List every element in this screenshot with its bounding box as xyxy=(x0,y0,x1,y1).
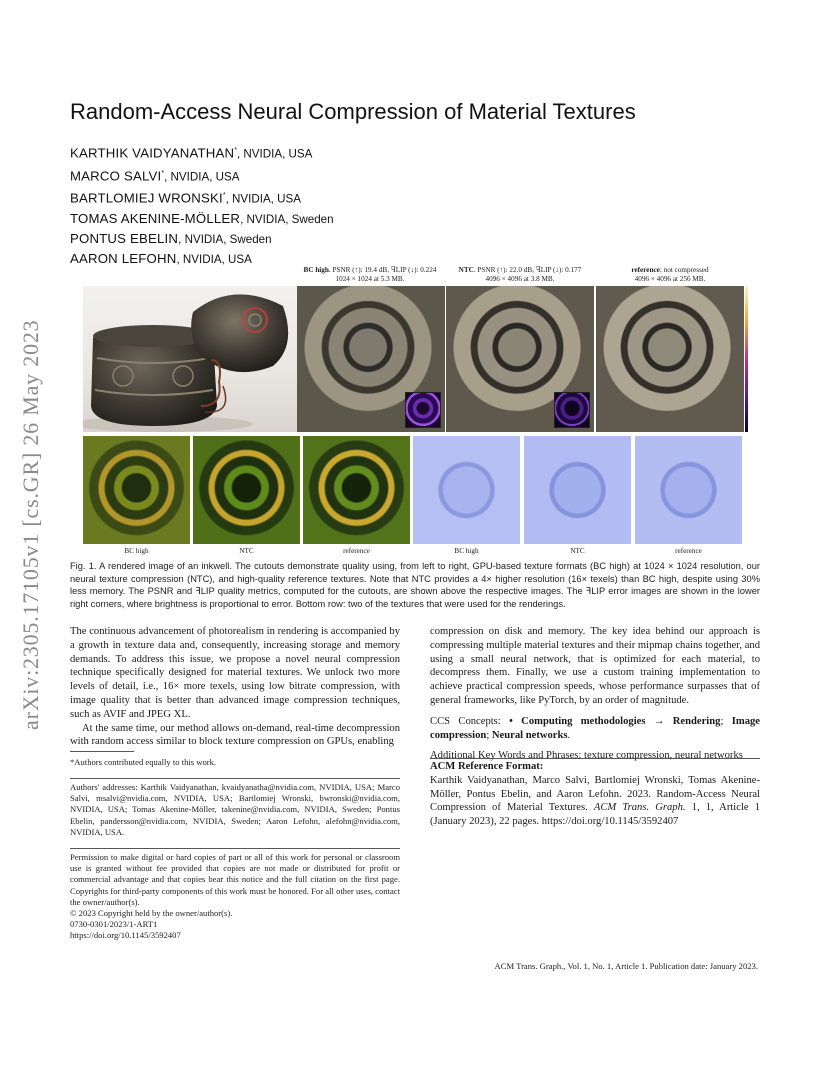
cutout-caption-size: 4096 × 4096 at 256 MB. xyxy=(634,275,706,283)
author-name: BARTLOMIEJ WRONSKI xyxy=(70,190,223,206)
flip-error-inset xyxy=(554,392,590,428)
cutout-ntc xyxy=(446,286,594,432)
permission-text: Permission to make digital or hard copies of part or all of this work for personal or classroom use is granted without fee provided that copies are not made or distributed for profit or commercial advantage and that copies bear this notice and the full citation on the first page. Copyrights for third-party components of this work must be honored. For all other uses, contact the owner/author(s). xyxy=(70,852,400,907)
cutout-caption-size: 1024 × 1024 at 5.3 MB. xyxy=(335,275,405,283)
bottom-label: BC high xyxy=(454,547,479,555)
author-line xyxy=(70,186,334,209)
texture-albedo-ntc xyxy=(193,436,300,544)
author-affiliation: , NVIDIA, USA xyxy=(176,253,252,267)
cutout-caption-metrics: . PSNR (↑): 19.4 dB, ꟻLIP (↓): 0.224 xyxy=(328,266,437,274)
author-name: MARCO SALVI xyxy=(70,167,162,183)
cutout-reference xyxy=(596,286,744,432)
doi-line: https://doi.org/10.1145/3592407 xyxy=(70,930,181,941)
ccs-separator: ; xyxy=(720,715,732,727)
author-list xyxy=(70,141,334,269)
abstract-left xyxy=(70,625,400,749)
author-affiliation: , NVIDIA, Sweden xyxy=(178,232,272,246)
abstract-paragraph: At the same time, our method allows on-demand, real-time decompression with random access similar to block texture compression on GPUs, enabling xyxy=(70,722,400,748)
arxiv-stamp: arXiv:2305.17105v1 [cs.GR] 26 May 2023 xyxy=(18,319,43,730)
issn-line: 0730-0301/2023/1-ART1 xyxy=(70,919,158,930)
texture-normal-ntc xyxy=(524,436,631,544)
bottom-label: NTC xyxy=(570,547,585,555)
bottom-label: NTC xyxy=(239,547,254,555)
keywords: Additional Key Words and Phrases: texture compression, neural networks xyxy=(430,750,743,762)
author-line xyxy=(70,164,334,187)
acm-reference-text: Karthik Vaidyanathan, Marco Salvi, Bartlomiej Wronski, Tomas Akenine-Möller, Pontus Ebelin, and Aaron Lefohn. 2023. Random-Access Neural Compression of Material Textures. xyxy=(430,774,760,814)
cutout-caption-size: 4096 × 4096 at 3.8 MB. xyxy=(485,275,555,283)
author-affiliation: , NVIDIA, USA xyxy=(164,169,240,183)
texture-normal-bc-high xyxy=(413,436,520,544)
texture-normal-reference xyxy=(635,436,742,544)
cutout-caption-method: BC high xyxy=(303,266,329,274)
abstract-right xyxy=(430,625,760,763)
copyright-line: © 2023 Copyright held by the owner/author(s). xyxy=(70,908,233,919)
footnote-rule xyxy=(70,751,134,752)
flip-error-inset xyxy=(405,392,441,428)
author-affiliation: , NVIDIA, Sweden xyxy=(240,212,334,226)
author-line xyxy=(70,141,334,164)
author-addresses: Authors' addresses: Karthik Vaidyanathan, kvaidyanatha@nvidia.com, NVIDIA, USA; Marco Salvi, msalvi@nvidia.com, NVIDIA, USA; Bartlomiej Wronski, bwronski@nvidia.com, NVIDIA, USA; Tomas Akenine-Möller, takenine@nvidia.com, NVIDIA, Sweden; Pontus Ebelin, pandersson@nvidia.com, NVIDIA, Sweden; Aaron Lefohn, alefohn@nvidia.com, NVIDIA, USA. xyxy=(70,782,400,837)
author-name: TOMAS AKENINE-MÖLLER xyxy=(70,210,241,226)
flip-colorbar xyxy=(745,286,748,432)
cutout-bc-high xyxy=(297,286,445,432)
paper-title: Random-Access Neural Compression of Material Textures xyxy=(70,99,636,124)
page-footer: ACM Trans. Graph., Vol. 1, No. 1, Article 1. Publication date: January 2023. xyxy=(494,961,758,971)
ccs-concept: • Computing methodologies → Rendering xyxy=(509,715,721,727)
author-affiliation: , NVIDIA, USA xyxy=(236,147,313,161)
cutout-caption-ntc xyxy=(446,266,594,284)
author-line xyxy=(70,229,334,249)
equal-contrib-mark: * xyxy=(161,169,165,177)
divider xyxy=(430,758,760,759)
ccs-end: . xyxy=(567,729,571,741)
author-line xyxy=(70,249,334,269)
ccs-concept: Neural networks xyxy=(491,729,568,741)
author-affiliation: , NVIDIA, USA xyxy=(225,192,301,206)
bottom-label: BC high xyxy=(124,547,149,555)
equal-contribution-note: *Authors contributed equally to this work. xyxy=(70,757,217,767)
author-line xyxy=(70,209,334,229)
abstract-paragraph: compression on disk and memory. The key idea behind our approach is compressing multiple material textures and their mipmap chains together, and using a small neural network, that is optimized for each material, to decompress them. Finally, we use a custom training implementation to achieve practical compression speeds, whose performance surpasses that of general frameworks, like PyTorch, by an order of magnitude. xyxy=(430,626,760,706)
texture-albedo-bc-high xyxy=(83,436,190,544)
cutout-caption-bc-high xyxy=(296,266,444,284)
ccs-concept: Image compression xyxy=(430,715,760,741)
divider xyxy=(70,778,400,779)
acm-reference-heading: ACM Reference Format: xyxy=(430,761,544,772)
author-name: PONTUS EBELIN xyxy=(70,230,179,246)
author-name: AARON LEFOHN xyxy=(70,251,177,267)
cutout-caption-metrics: : not compressed xyxy=(659,266,709,274)
cutout-caption-method: NTC xyxy=(458,266,474,274)
cutout-caption-method: reference xyxy=(631,266,660,274)
equal-contrib-mark: * xyxy=(222,192,226,200)
inkwell-render xyxy=(83,286,297,432)
permission-block xyxy=(70,852,400,942)
acm-reference xyxy=(430,760,760,829)
divider xyxy=(70,848,400,849)
ccs-separator: ; xyxy=(486,729,492,741)
cutout-caption-metrics: . PSNR (↑): 22.0 dB, ꟻLIP (↓): 0.177 xyxy=(473,266,582,274)
equal-contrib-mark: * xyxy=(234,147,237,154)
texture-albedo-reference xyxy=(303,436,410,544)
author-name: KARTHIK VAIDYANATHAN xyxy=(70,145,235,161)
figure-caption: Fig. 1. A rendered image of an inkwell. The cutouts demonstrate quality using, from left to right, GPU-based texture formats (BC high) at 1024 × 1024 resolution, our neural texture compression (NTC), and high-quality reference textures. Note that NTC provides a 4× higher resolution (16× texels) than BC high, despite using 30% less memory. The PSNR and ꟻLIP quality metrics, computed for the cutouts, are shown above the respective images. The ꟻLIP error images are shown in the lower right corners, where brightness is proportional to error. Bottom row: two of the textures that were used for the renderings. xyxy=(70,561,760,609)
cutout-caption-reference xyxy=(596,266,744,284)
abstract-paragraph: The continuous advancement of photorealism in rendering is accompanied by a growth in texture data and, consequently, increasing storage and memory demands. To address this issue, we propose a novel neural compression technique specifically designed for material textures. We unlock two more levels of detail, i.e., 16× more texels, using low bitrate compression, with image quality that is better than advanced image compression techniques, such as AVIF and JPEG XL. xyxy=(70,626,400,720)
ccs-label: CCS Concepts: xyxy=(430,715,510,727)
bottom-label: reference xyxy=(343,547,370,555)
acm-reference-text: 1, 1, Article 1 (January 2023), 22 pages. https://doi.org/10.1145/3592407 xyxy=(430,802,761,828)
acm-reference-journal: ACM Trans. Graph. xyxy=(593,802,686,814)
bottom-label: reference xyxy=(675,547,702,555)
ccs-concepts xyxy=(430,715,760,743)
